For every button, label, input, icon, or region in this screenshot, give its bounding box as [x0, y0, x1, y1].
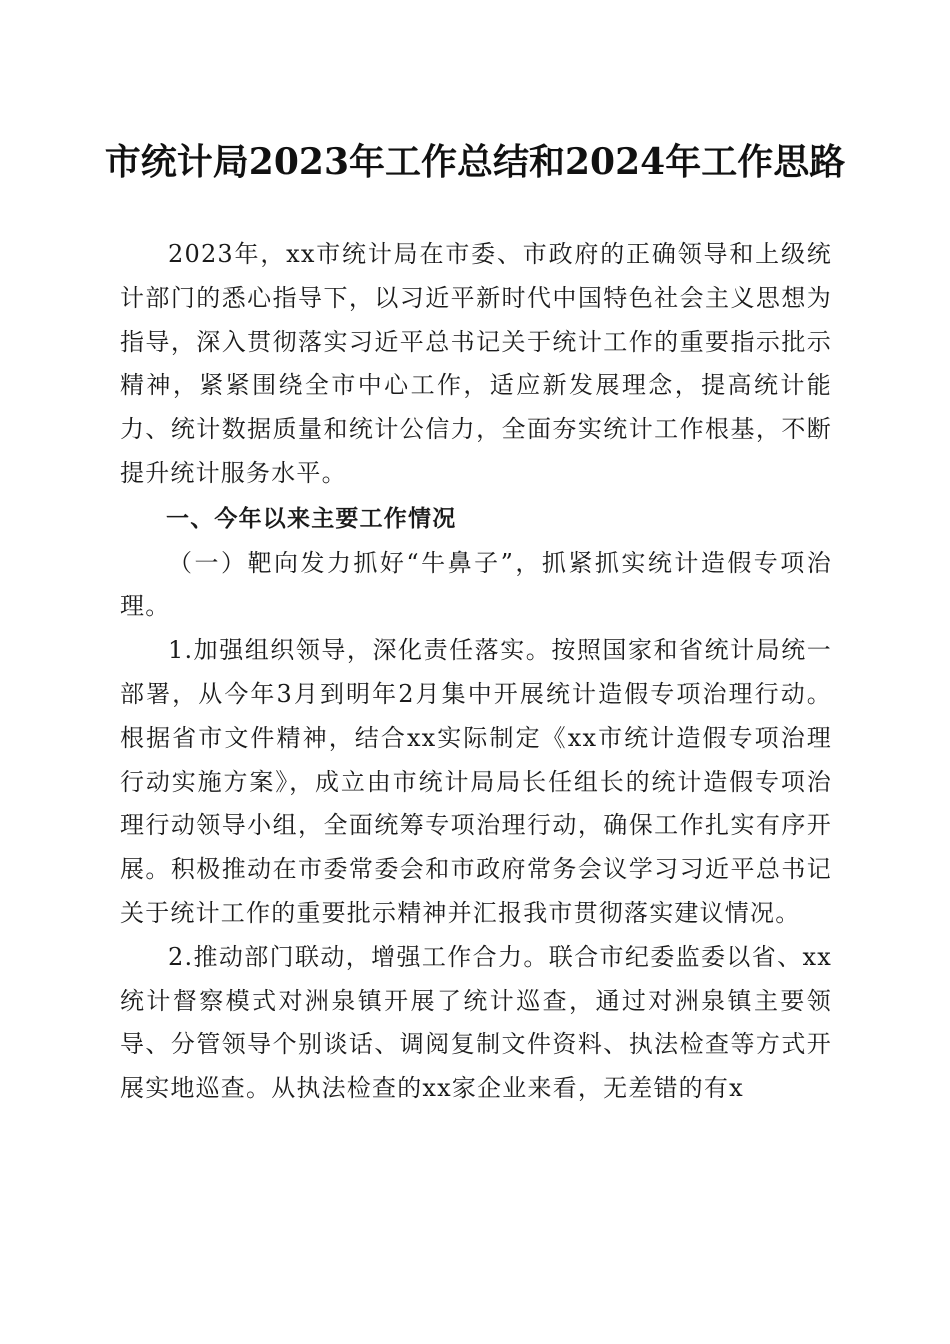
body-paragraph: 2.推动部门联动，增强工作合力。联合市纪委监委以省、xx统计督察模式对洲泉镇开展了统计巡查，通过对洲泉镇主要领导、分管领导个别谈话、调阅复制文件资料、执法检查等方式开展实地巡查。从执法检查的xx家企业来看，无差错的有x — [120, 942, 832, 1103]
body-paragraph: 1.加强组织领导，深化责任落实。按照国家和省统计局统一部署，从今年3月到明年2月集中开展统计造假专项治理行动。根据省市文件精神，结合xx实际制定《xx市统计造假专项治理行动实施方案》，成立由市统计局局长任组长的统计造假专项治理行动领导小组，全面统筹专项治理行动，确保工作扎实有序开展。积极推动在市委常委会和市政府常务会议学习习近平总书记关于统计工作的重要批示精神并汇报我市贯彻落实建议情况。 — [120, 636, 832, 927]
document-body — [120, 233, 832, 1111]
subsection-heading: （一）靶向发力抓好“牛鼻子”，抓紧抓实统计造假专项治理。 — [120, 548, 832, 621]
section-heading: 一、今年以来主要工作情况 — [166, 505, 457, 532]
intro-paragraph: 2023年，xx市统计局在市委、市政府的正确领导和上级统计部门的悉心指导下，以习近平新时代中国特色社会主义思想为指导，深入贯彻落实习近平总书记关于统计工作的重要指示批示精神，紧紧围绕全市中心工作，适应新发展理念，提高统计能力、统计数据质量和统计公信力，全面夯实统计工作根基，不断提升统计服务水平。 — [120, 240, 832, 487]
document-title: 市统计局2023年工作总结和2024年工作思路 — [104, 141, 846, 183]
